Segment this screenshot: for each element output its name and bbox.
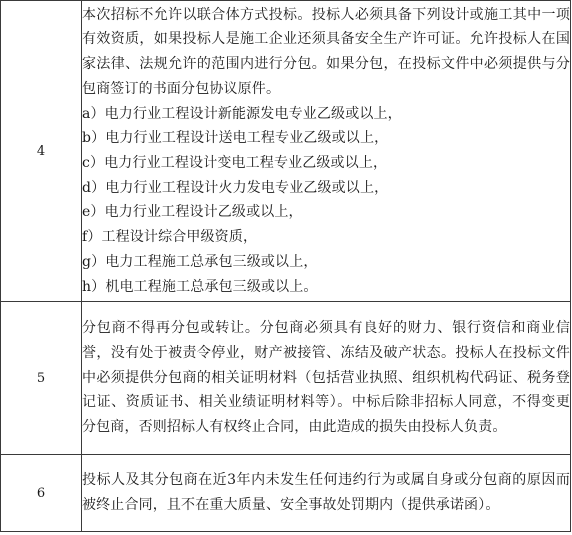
row-content xyxy=(82,455,571,532)
row-number: 6 xyxy=(1,455,82,532)
paragraph: 本次招标不允许以联合体方式投标。投标人必须具备下列设计或施工其中一项有效资质，如果投标人是施工企业还须具备安全生产许可证。允许投标人在国家法律、法规允许的范围内进行分包。如果分包，在投标文件中必须提供与分包商签订的书面分包协议原件。 xyxy=(82,6,570,97)
paragraph: 投标人及其分包商在近3年内未发生任何违约行为或属自身或分包商的原因而被终止合同，且不在重大质量、安全事故处罚期内（提供承诺函）。 xyxy=(82,472,570,513)
row-number: 4 xyxy=(1,1,82,302)
paragraph: 分包商不得再分包或转让。分包商必须具有良好的财力、银行资信和商业信誉，没有处于被责令停业，财产被接管、冻结及破产状态。投标人在投标文件中必须提供分包商的相关证明材料（包括营业执照、组织机构代码证、税务登记证、资质证书、相关业绩证明材料等）。中标后除非招标人同意，不得变更分包商，否则招标人有权终止合同，由此造成的损失由投标人负责。 xyxy=(82,320,570,436)
row-content xyxy=(82,1,571,302)
list-item: c）电力行业工程设计变电工程专业乙级或以上， xyxy=(82,155,388,171)
list-item: g）电力工程施工总承包三级或以上， xyxy=(82,253,318,270)
table-row xyxy=(1,302,571,455)
list-item: b）电力行业工程设计送电工程专业乙级或以上， xyxy=(82,130,389,147)
table-row xyxy=(1,455,571,532)
row-content xyxy=(82,302,571,455)
row-number: 5 xyxy=(1,302,82,455)
list-item: a）电力行业工程设计新能源发电专业乙级或以上， xyxy=(82,105,402,122)
list-item: h）机电工程施工总承包三级或以上。 xyxy=(82,278,318,295)
list-item: e）电力行业工程设计乙级或以上， xyxy=(82,204,303,221)
table-row xyxy=(1,1,571,302)
list-item: f）工程设计综合甲级资质， xyxy=(82,229,258,246)
list-item: d）电力行业工程设计火力发电专业乙级或以上， xyxy=(82,179,389,196)
